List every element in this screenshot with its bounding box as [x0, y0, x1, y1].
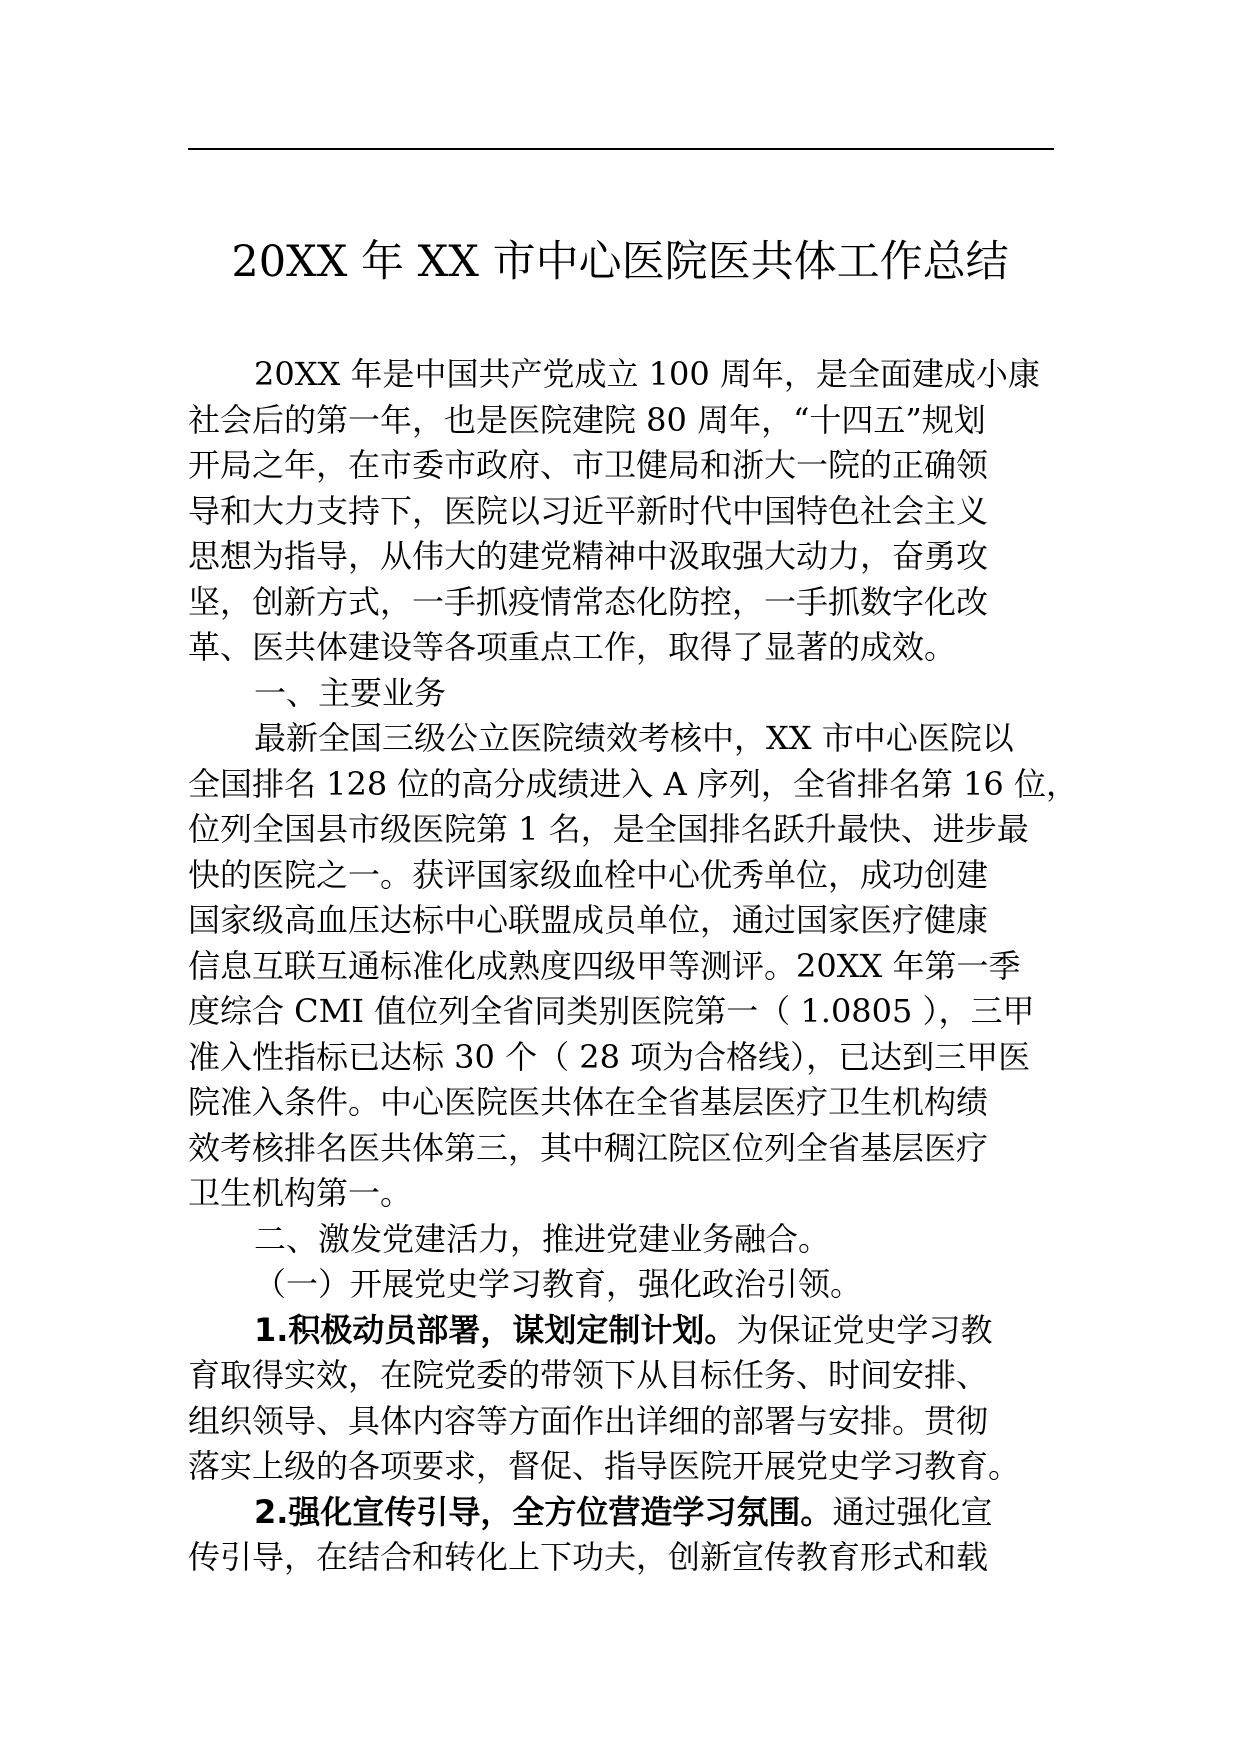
- paragraph-line: 革、医共体建设等各项重点工作，取得了显著的成效。: [188, 628, 957, 666]
- paragraph-line: 全国排名 128 位的高分成绩进入 A 序列，全省排名第 16 位，: [188, 764, 1078, 803]
- paragraph-line: [188, 1308, 1068, 1354]
- paragraph-line: 度综合 CMI 值位列全省同类别医院第一（ 1.0805 ），三甲: [188, 992, 1035, 1030]
- paragraph-line: 信息互联互通标准化成熟度四级甲等测评。20XX 年第一季: [188, 946, 1021, 985]
- paragraph-line: 位列全国县市级医院第 1 名，是全国排名跃升最快、进步最: [188, 810, 1029, 848]
- paragraph-line: 导和大力支持下，医院以习近平新时代中国特色社会主义: [188, 491, 989, 530]
- subsection-heading: （一）开展党史学习教育，强化政治引领。: [254, 1265, 863, 1303]
- section-heading: 一、主要业务: [254, 673, 447, 712]
- header-rule: [188, 148, 1054, 150]
- paragraph-line: 思想为指导，从伟大的建党精神中汲取强大动力，奋勇攻: [188, 537, 989, 575]
- paragraph-line: 国家级高血压达标中心联盟成员单位，通过国家医疗健康: [188, 901, 989, 939]
- paragraph-line: 卫生机构第一。: [188, 1174, 413, 1212]
- document-title: 20XX 年 XX 市中心医院医共体工作总结: [231, 237, 1009, 287]
- paragraph-line: 社会后的第一年，也是医院建院 80 周年，“十四五”规划: [188, 400, 986, 439]
- paragraph-line: 传引导，在结合和转化上下功夫，创新宣传教育形式和载: [188, 1538, 989, 1576]
- section-heading: 二、激发党建活力，推进党建业务融合。: [254, 1219, 831, 1258]
- paragraph-line: 落实上级的各项要求，督促、指导医院开展党史学习教育。: [188, 1447, 1021, 1485]
- paragraph-line: 坚，创新方式，一手抓疫情常态化防控，一手抓数字化改: [188, 582, 989, 621]
- paragraph-line: 20XX 年是中国共产党成立 100 周年，是全面建成小康: [254, 355, 1040, 393]
- bold-lead-text: 2.强化宣传引导，全方位营造学习氛围。: [254, 1492, 833, 1531]
- paragraph-line: 准入性指标已达标 30 个（ 28 项为合格线），已达到三甲医: [188, 1037, 1031, 1076]
- paragraph-line: 组织领导、具体内容等方面作出详细的部署与安排。贯彻: [188, 1401, 989, 1440]
- paragraph-text: 为保证党史学习教: [736, 1310, 993, 1349]
- paragraph-line: 快的医院之一。获评国家级血栓中心优秀单位，成功创建: [188, 855, 989, 894]
- paragraph-line: [188, 1490, 1068, 1536]
- paragraph-line: 最新全国三级公立医院绩效考核中，XX 市中心医院以: [254, 719, 1014, 757]
- paragraph-line: 育取得实效，在院党委的带领下从目标任务、时间安排、: [188, 1356, 989, 1394]
- paragraph-line: 效考核排名医共体第三，其中稠江院区位列全省基层医疗: [188, 1128, 989, 1167]
- paragraph-line: 院准入条件。中心医院医共体在全省基层医疗卫生机构绩: [188, 1083, 989, 1121]
- document-body: [188, 352, 1078, 1581]
- paragraph-text: 通过强化宣: [832, 1492, 993, 1531]
- bold-lead-text: 1.积极动员部署，谋划定制计划。: [254, 1310, 737, 1349]
- paragraph-line: 开局之年，在市委市政府、市卫健局和浙大一院的正确领: [188, 446, 989, 484]
